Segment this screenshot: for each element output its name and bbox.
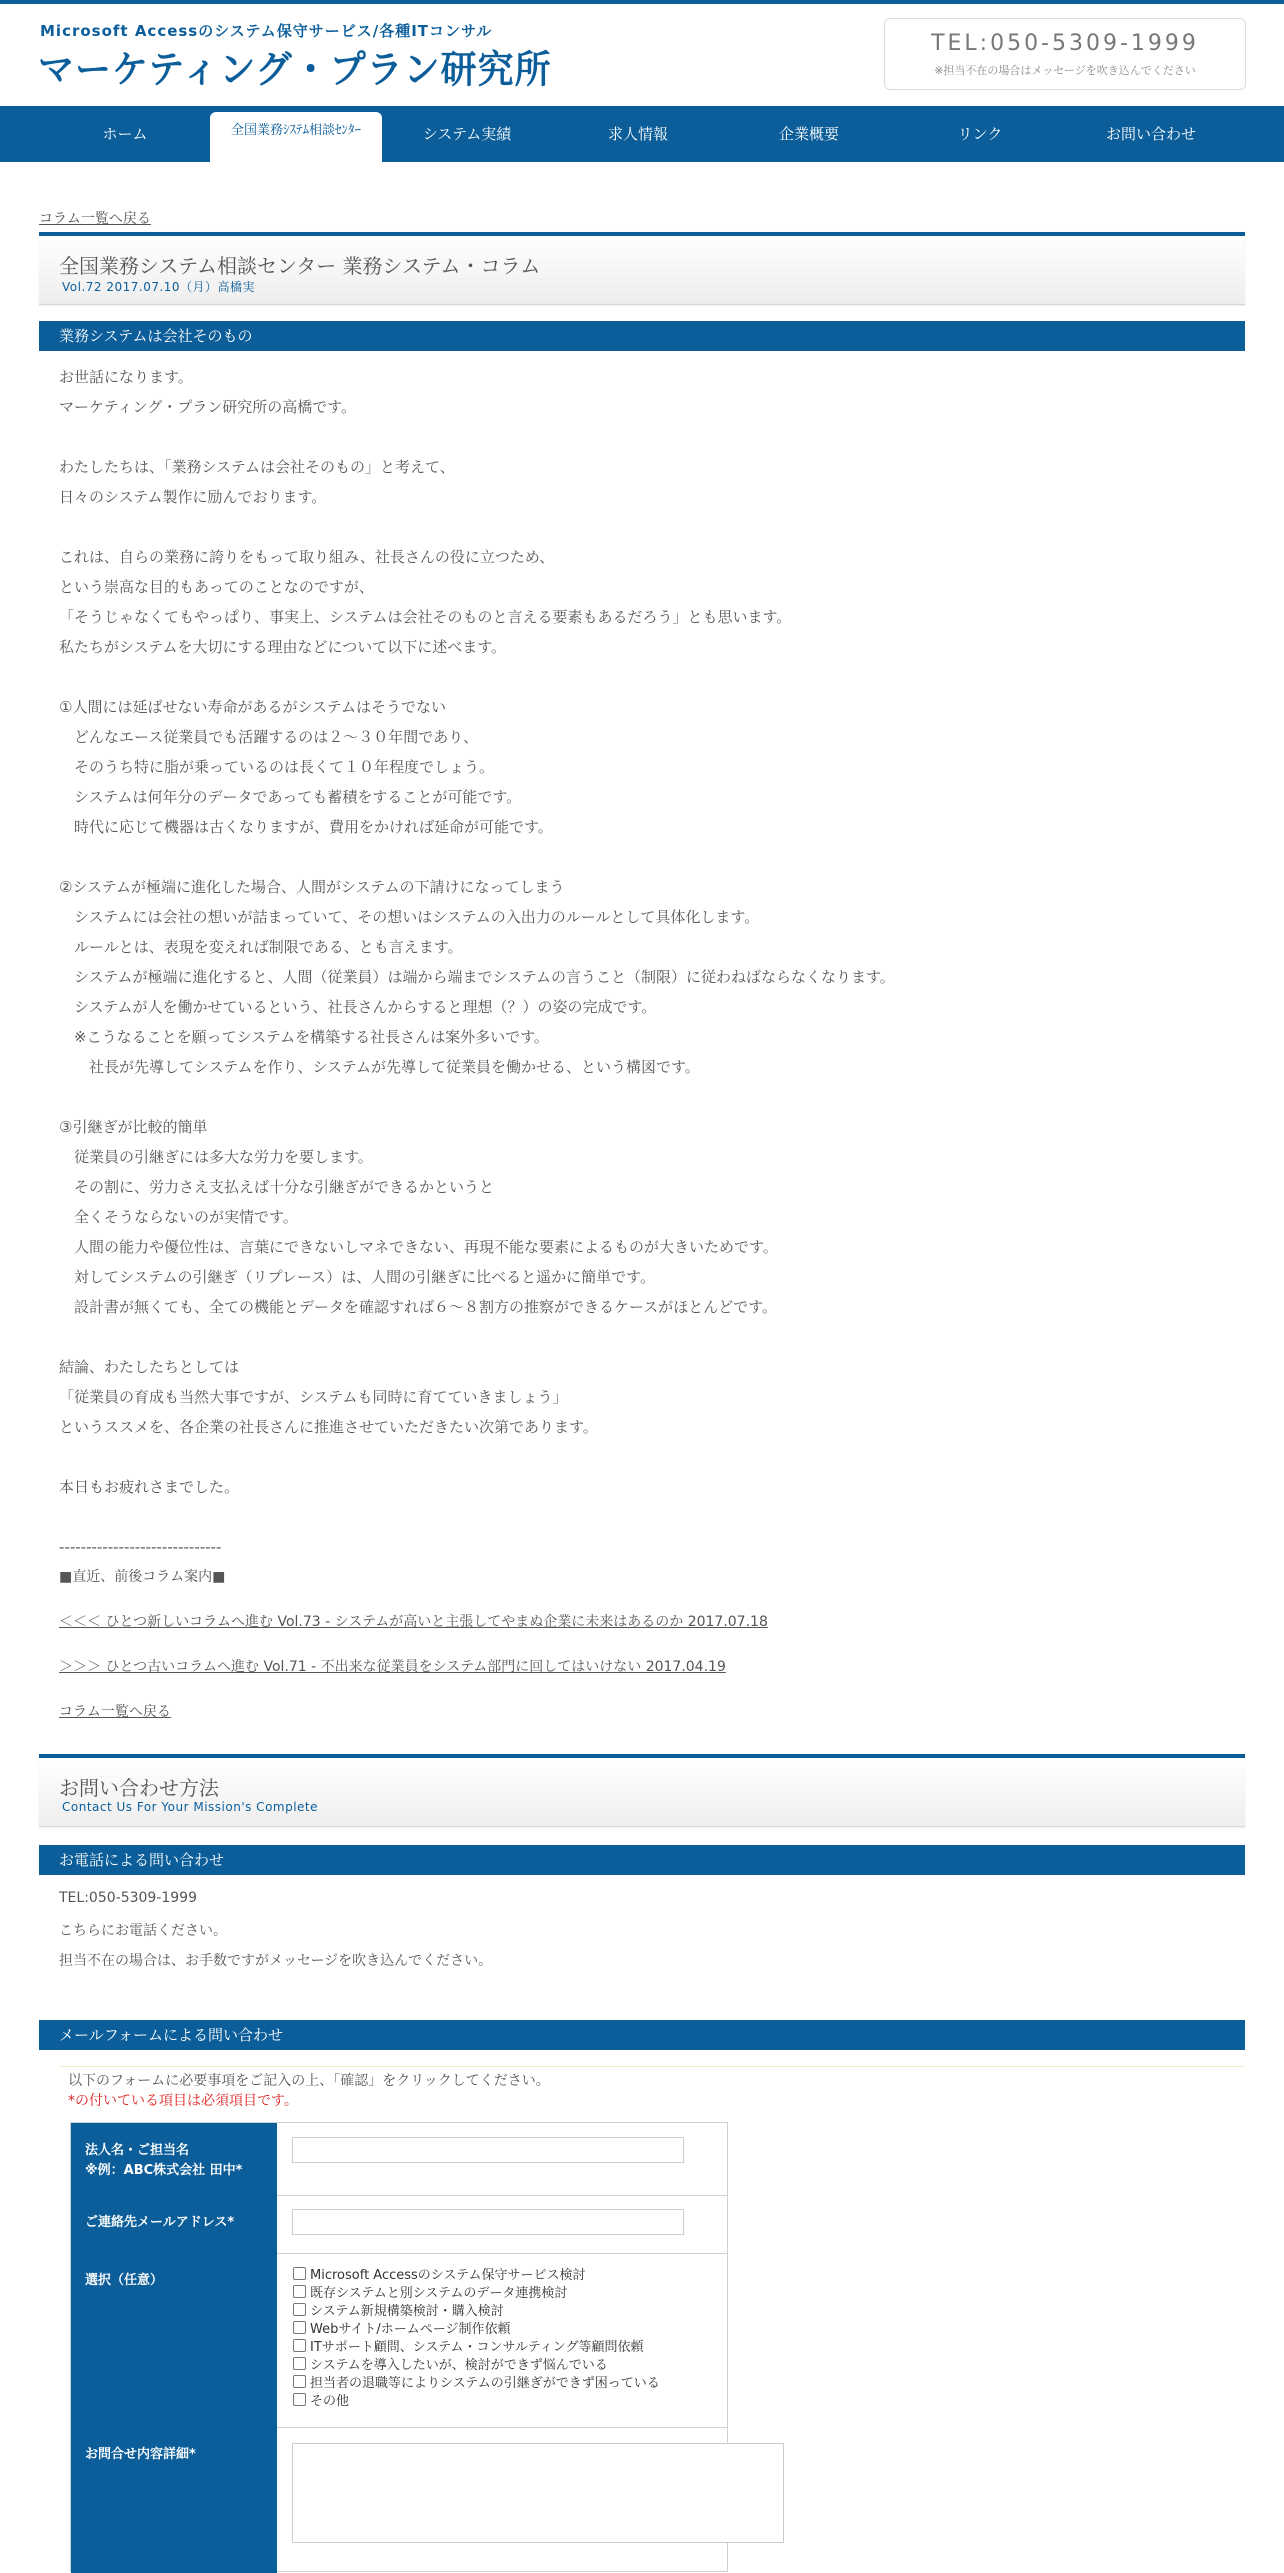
- option-checkbox-row[interactable]: [293, 2303, 504, 2321]
- site-logo[interactable]: マーケティング・プラン研究所: [38, 49, 552, 93]
- back-to-column-list-bottom-link[interactable]: コラム一覧へ戻る: [59, 1704, 171, 1720]
- older-column-link[interactable]: ＞＞＞ ひとつ古いコラムへ進む Vol.71 - 不出来な従業員をシステム部門に回してはいけない 2017.04.19: [59, 1659, 726, 1675]
- article-line: ①人間には延ばせない寿命があるがシステムはそうでない: [59, 698, 446, 716]
- option-checkbox-row[interactable]: [293, 2357, 608, 2375]
- article-heading: 業務システムは会社そのもの: [39, 321, 1245, 351]
- contact-subtitle: Contact Us For Your Mission's Complete: [62, 1800, 319, 1814]
- checkbox[interactable]: [293, 2357, 306, 2370]
- nav-item-home[interactable]: ホーム: [102, 125, 148, 143]
- tel-box: [884, 18, 1246, 90]
- column-meta: Vol.72 2017.07.10（月）高橋実: [62, 280, 256, 294]
- article-line: ※こうなることを願ってシステムを構築する社長さんは案外多いです。: [59, 1028, 549, 1046]
- article-line: 本日もお疲れさまでした。: [59, 1478, 240, 1496]
- contact-form: [70, 2122, 728, 2572]
- global-nav: [0, 106, 1284, 162]
- checkbox[interactable]: [293, 2303, 306, 2316]
- option-label: 担当者の退職等によりシステムの引継ぎができず困っている: [310, 2376, 660, 2391]
- option-label: ITサポート顧問、システム・コンサルティング等顧問依頼: [310, 2340, 644, 2355]
- option-checkbox-row[interactable]: [293, 2393, 349, 2411]
- tel-note: ※担当不在の場合はメッセージを吹き込んでください: [934, 64, 1196, 77]
- blank-line: [59, 662, 1239, 692]
- detail-label: お問合せ内容詳細*: [71, 2427, 277, 2573]
- name-label-line1: 法人名・ご担当名: [85, 2143, 190, 2158]
- article-line: 時代に応じて機器は古くなりますが、費用をかければ延命が可能です。: [59, 818, 553, 836]
- article-line: システムが人を働かせているという、社長さんからすると理想（？）の姿の完成です。: [59, 998, 657, 1016]
- article-line: 私たちがシステムを大切にする理由などについて以下に述べます。: [59, 638, 507, 656]
- article-line: わたしたちは、「業務システムは会社そのもの」と考えて、: [59, 458, 455, 476]
- name-input[interactable]: [292, 2137, 684, 2163]
- form-intro: 以下のフォームに必要事項をご記入の上、「確認」をクリックしてください。: [68, 2073, 550, 2089]
- nav-item-contact[interactable]: お問い合わせ: [1105, 125, 1196, 143]
- name-label: [71, 2123, 277, 2195]
- article-line: システムが極端に進化すると、人間（従業員）は端から端までシステムの言うこと（制限）に従わねばならなくなります。: [59, 968, 895, 986]
- article-line: 従業員の引継ぎには多大な労力を要します。: [59, 1148, 373, 1166]
- blank-line: [59, 1082, 1239, 1112]
- checkbox[interactable]: [293, 2339, 306, 2352]
- option-label: Microsoft Accessのシステム保守サービス検討: [310, 2268, 586, 2283]
- phone-note: 担当不在の場合は、お手数ですがメッセージを吹き込んでください。: [59, 1953, 493, 1969]
- column-title: 全国業務システム相談センター 業務システム・コラム: [59, 254, 541, 278]
- nav-item-system-results[interactable]: システム実績: [422, 125, 512, 143]
- article-line: 社長が先導してシステムを作り、システムが先導して従業員を働かせる、という構図です。: [59, 1058, 700, 1076]
- column-title-box: [39, 232, 1245, 305]
- mail-contact-heading: メールフォームによる問い合わせ: [39, 2020, 1245, 2050]
- phone-contact-heading: お電話による問い合わせ: [39, 1845, 1245, 1875]
- form-row-select: [71, 2253, 727, 2428]
- option-label: その他: [310, 2394, 350, 2409]
- blank-line: [59, 1502, 1239, 1532]
- article-line: どんなエース従業員でも活躍するのは２～３０年間であり、: [59, 728, 479, 746]
- tel-number: TEL:050-5309-1999: [931, 31, 1199, 56]
- article-line: 「そうじゃなくてもやっぱり、事実上、システムは会社そのものと言える要素もあるだろう」とも思います。: [59, 608, 792, 626]
- article-line: お世話になります。: [59, 368, 193, 386]
- phone-instruction: こちらにお電話ください。: [59, 1923, 227, 1939]
- article-line: 対してシステムの引継ぎ（リプレース）は、人間の引継ぎに比べると遥かに簡単です。: [59, 1268, 655, 1286]
- site-tagline: Microsoft Accessのシステム保守サービス/各種ITコンサル: [40, 22, 493, 40]
- option-checkbox-row[interactable]: [293, 2285, 567, 2303]
- site-header: [0, 4, 1284, 104]
- article-line: 設計書が無くても、全ての機能とデータを確認すれば６～８割方の推察ができるケースがほとんどです。: [59, 1298, 778, 1316]
- article-line: ③引継ぎが比較的簡単: [59, 1118, 208, 1136]
- option-label: Webサイト/ホームページ制作依頼: [310, 2322, 511, 2337]
- blank-line: [59, 1322, 1239, 1352]
- option-label: 既存システムと別システムのデータ連携検討: [310, 2286, 568, 2301]
- article-line: 結論、わたしたちとしては: [59, 1358, 240, 1376]
- article-body: [59, 362, 1239, 1562]
- blank-line: [59, 422, 1239, 452]
- form-row-email: [71, 2195, 727, 2254]
- contact-title: お問い合わせ方法: [59, 1776, 219, 1800]
- article-line: システムには会社の想いが詰まっていて、その想いはシステムの入出力のルールとして具体化します。: [59, 908, 760, 926]
- article-line: マーケティング・プラン研究所の高橋です。: [59, 398, 357, 416]
- checkbox[interactable]: [293, 2285, 306, 2298]
- option-checkbox-row[interactable]: [293, 2267, 586, 2285]
- article-line: ------------------------------: [59, 1538, 222, 1556]
- newer-column-link[interactable]: ＜＜＜ ひとつ新しいコラムへ進む Vol.73 - システムが高いと主張してやまぬ企業に未来はあるのか 2017.07.18: [59, 1614, 768, 1630]
- article-line: 全くそうならないのが実情です。: [59, 1208, 298, 1226]
- detail-textarea[interactable]: [292, 2443, 784, 2543]
- recent-columns-heading: ■直近、前後コラム案内■: [59, 1569, 226, 1585]
- article-line: システムは何年分のデータであっても蓄積をすることが可能です。: [59, 788, 522, 806]
- option-label: システム新規構築検討・購入検討: [310, 2304, 504, 2319]
- phone-line: TEL:050-5309-1999: [59, 1890, 197, 1906]
- checkbox[interactable]: [293, 2393, 306, 2406]
- option-checkbox-row[interactable]: [293, 2339, 644, 2357]
- nav-item-consult-center[interactable]: 全国業務ｼｽﾃﾑ相談ｾﾝﾀｰ: [210, 112, 382, 162]
- form-row-detail: [71, 2427, 727, 2573]
- checkbox[interactable]: [293, 2321, 306, 2334]
- article-line: 人間の能力や優位性は、言葉にできないしマネできない、再現不能な要素によるものが大きいためです。: [59, 1238, 778, 1256]
- email-label: ご連絡先メールアドレス*: [71, 2195, 277, 2253]
- article-line: その割に、労力さえ支払えば十分な引継ぎができるかというと: [59, 1178, 495, 1196]
- nav-item-company[interactable]: 企業概要: [778, 125, 839, 143]
- option-label: システムを導入したいが、検討ができず悩んでいる: [310, 2358, 608, 2373]
- article-line: 「従業員の育成も当然大事ですが、システムも同時に育てていきましょう」: [59, 1388, 568, 1406]
- nav-item-jobs[interactable]: 求人情報: [607, 125, 668, 143]
- article-line: という崇高な目的もあってのことなのですが、: [59, 578, 374, 596]
- email-input[interactable]: [292, 2209, 684, 2235]
- article-line: ②システムが極端に進化した場合、人間がシステムの下請けになってしまう: [59, 878, 565, 896]
- checkbox[interactable]: [293, 2267, 306, 2280]
- name-label-line2: ※例：ABC株式会社 田中*: [85, 2163, 243, 2178]
- blank-line: [59, 512, 1239, 542]
- option-checkbox-row[interactable]: [293, 2375, 660, 2393]
- blank-line: [59, 1442, 1239, 1472]
- article-line: そのうち特に脂が乗っているのは長くて１０年程度でしょう。: [59, 758, 495, 776]
- form-row-name: [71, 2123, 727, 2196]
- select-label: 選択（任意）: [71, 2253, 277, 2427]
- contact-title-box: [39, 1754, 1245, 1827]
- article-line: ルールとは、表現を変えれば制限である、とも言えます。: [59, 938, 463, 956]
- blank-line: [59, 842, 1239, 872]
- article-line: これは、自らの業務に誇りをもって取り組み、社長さんの役に立つため、: [59, 548, 555, 566]
- divider: [59, 2066, 1245, 2067]
- back-to-column-list-link[interactable]: コラム一覧へ戻る: [39, 211, 151, 227]
- article-line: 日々のシステム製作に励んでおります。: [59, 488, 327, 506]
- option-checkbox-row[interactable]: [293, 2321, 511, 2339]
- checkbox[interactable]: [293, 2375, 306, 2388]
- form-required-note: *の付いている項目は必須項目です。: [68, 2093, 298, 2109]
- nav-item-links[interactable]: リンク: [957, 125, 1003, 143]
- article-line: というススメを、各企業の社長さんに推進させていただきたい次第であります。: [59, 1418, 598, 1436]
